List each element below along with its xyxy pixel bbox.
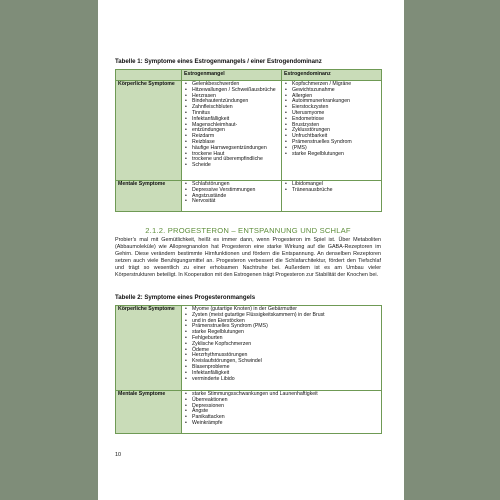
list-item: • Kreislaufstörungen, Schwindel: [184, 359, 379, 365]
list-item: • Depressive Verstimmungen: [184, 188, 279, 194]
list-item: • verminderte Libido: [184, 377, 379, 383]
list-item: • Uterusmyome: [284, 111, 379, 117]
list-item: • Gewichtszunahme: [284, 88, 379, 94]
list-item: • Magenschleimhaut-: [184, 123, 279, 129]
list-item: • Bindehautentzündungen: [184, 99, 279, 105]
list-item: • entzündungen: [184, 128, 279, 134]
symptom-list: [184, 307, 379, 382]
symptom-list: [184, 182, 279, 205]
list-item: • trockene Haut: [184, 152, 279, 158]
list-item: • Hitzewallungen / Schweißausbrüche: [184, 88, 279, 94]
symptom-list: [284, 82, 379, 157]
list-item: • Fehlgeburten: [184, 336, 379, 342]
table2-row1-items: [182, 306, 382, 391]
table1-header-row: [116, 70, 382, 81]
list-item: • Nervosität: [184, 199, 279, 205]
table2-container: [115, 305, 381, 434]
table2-caption: Tabelle 2: Symptome eines Progesteronmangels: [115, 294, 256, 301]
list-item: • Ängste: [184, 409, 379, 415]
symptom-list: [184, 82, 279, 169]
table1-caption: Tabelle 1: Symptome eines Estrogenmangels / einer Estrogendominanz: [115, 58, 322, 65]
list-item: • Herzrhythmusstörungen: [184, 353, 379, 359]
table2-row-physical: [116, 306, 382, 391]
list-item: • Unfruchtbarkeit: [284, 134, 379, 140]
symptom-list: [184, 392, 379, 427]
list-item: • und in den Eierstöcken: [184, 319, 379, 325]
list-item: • Zyklusstörungen: [284, 128, 379, 134]
list-item: • Angstzustände: [184, 194, 279, 200]
table1-col1-header: Estrogenmangel: [182, 70, 282, 81]
list-item: • starke Regelblutungen: [184, 330, 379, 336]
table2-row2-items: [182, 391, 382, 434]
list-item: • starke Stimmungsschwankungen und Launenhaftigkeit: [184, 392, 379, 398]
list-item: • Panikattacken: [184, 415, 379, 421]
list-item: • Prämenstruelles Syndrom: [284, 140, 379, 146]
list-item: • Brustzysten: [284, 123, 379, 129]
section-paragraph: Probier’s mal mit Gemütlichkeit, heißt es immer dann, wenn Progesteron im Spiel ist. Über Metaboliten (Abbaumoleküle) wie Allopregnanolon hat Progesteron eine starke Wirkung auf die GABA-Rezeptoren im Gehirn. Diese verändern bestimmte Hirnfunktionen und fördern die Entspannung. An denselben Rezeptoren setzen auch viele Beruhigungsmittel an. Progesteron verbessert die Schlafarchitektur, fördert den Tiefschlaf und trägt so wesentlich zu einer erholsamen Nachtruhe bei. Außerdem ist es am Umbau vieler Körperstrukturen beteiligt. In Kooperation mit den Estrogenen trägt Progesteron zur Stabilität der Knochen bei.: [115, 237, 381, 278]
list-item: • Tränenausbrüche: [284, 188, 379, 194]
table2-row2-label: Mentale Symptome: [116, 391, 182, 434]
page-number: 10: [115, 452, 122, 458]
table1-row-physical: [116, 81, 382, 181]
symptom-list: [284, 182, 379, 194]
list-item: • Weinkrämpfe: [184, 421, 379, 427]
list-item: • Zyklische Kopfschmerzen: [184, 342, 379, 348]
table1-row1-col1: [182, 81, 282, 181]
list-item: • starke Regelblutungen: [284, 152, 379, 158]
table1-row2-col2: [282, 181, 382, 212]
table2: [115, 305, 382, 434]
table1-container: [115, 69, 381, 212]
table1-col2-header: Estrogendominanz: [282, 70, 382, 81]
list-item: • häufige Harnwegsentzündungen: [184, 146, 279, 152]
list-item: • Herzrasen: [184, 94, 279, 100]
list-item: • Reizblase: [184, 140, 279, 146]
list-item: • Schlafstörungen: [184, 182, 279, 188]
list-item: • Blasenprobleme: [184, 365, 379, 371]
list-item: • trockene und überempfindliche: [184, 157, 279, 163]
table1-row1-col2: [282, 81, 382, 181]
list-item: • Eierstockzysten: [284, 105, 379, 111]
list-item: • Kopfschmerzen / Migräne: [284, 82, 379, 88]
table1-row1-label: Körperliche Symptome: [116, 81, 182, 181]
table2-row1-label: Körperliche Symptome: [116, 306, 182, 391]
list-item: • Infektanfälligkeit: [184, 371, 379, 377]
list-item: • (PMS): [284, 146, 379, 152]
list-item: • Myome (gutartige Knoten) in der Gebärmutter: [184, 307, 379, 313]
list-item: • Endometriose: [284, 117, 379, 123]
list-item: • Ödeme: [184, 348, 379, 354]
table1: [115, 69, 382, 212]
list-item: • Gelenkbeschwerden: [184, 82, 279, 88]
table1-row2-col1: [182, 181, 282, 212]
table1-row-mental: [116, 181, 382, 212]
list-item: • Allergien: [284, 94, 379, 100]
list-item: • Tinnitus: [184, 111, 279, 117]
list-item: • Libidomangel: [284, 182, 379, 188]
list-item: • Autoimmunerkrankungen: [284, 99, 379, 105]
list-item: • Zahnfleischbluten: [184, 105, 279, 111]
list-item: • Überreaktionen: [184, 398, 379, 404]
list-item: • Scheide: [184, 163, 279, 169]
section-heading: 2.1.2. PROGESTERON – ENTSPANNUNG UND SCHLAF: [145, 226, 351, 235]
list-item: • Depressionen: [184, 404, 379, 410]
table1-corner-cell: [116, 70, 182, 81]
list-item: • Reizdarm: [184, 134, 279, 140]
list-item: • Zysten (meist gutartige Flüssigkeitskammern) in der Brust: [184, 313, 379, 319]
table1-row2-label: Mentale Symptome: [116, 181, 182, 212]
list-item: • Prämenstruelles Syndrom (PMS): [184, 324, 379, 330]
table2-row-mental: [116, 391, 382, 434]
list-item: • Infektanfälligkeit: [184, 117, 279, 123]
document-page: [98, 0, 404, 500]
